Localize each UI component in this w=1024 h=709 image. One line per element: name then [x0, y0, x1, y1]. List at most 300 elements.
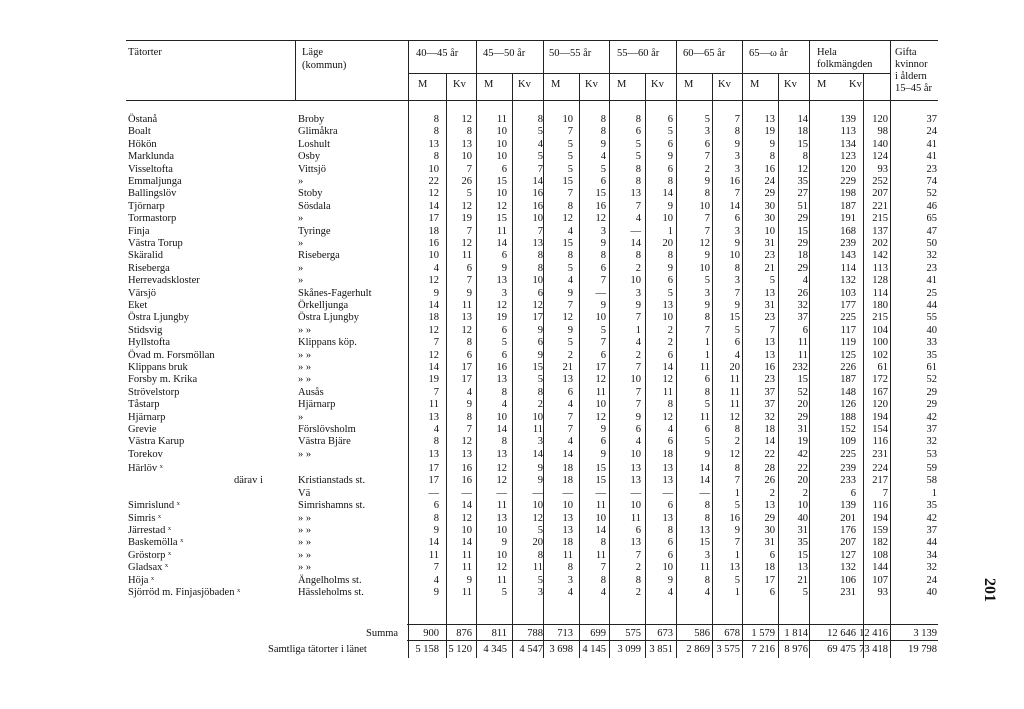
cell-value: 11 — [496, 225, 507, 237]
cell-value: 22 — [797, 463, 808, 474]
cell-value: 2 — [769, 487, 775, 499]
cell-value: 7 — [635, 386, 641, 398]
cell-value: 8 — [600, 574, 606, 586]
row-lage: Förslövsholm — [298, 424, 356, 435]
cell-value: 6 — [704, 374, 710, 386]
cell-value: 7 — [734, 188, 740, 200]
cell-value: 9 — [600, 448, 606, 460]
header-m-4: M — [684, 79, 694, 90]
cell-value: 5 — [567, 151, 573, 163]
cell-value: 187 — [840, 200, 856, 212]
cell-value: 8 — [734, 262, 740, 274]
cell-value: 12 — [729, 448, 740, 460]
row-lage: Simrishamns st. — [298, 500, 366, 512]
cell-value: 13 — [532, 238, 543, 249]
cell-value: 14 — [699, 475, 710, 487]
cell-value: 10 — [764, 225, 775, 237]
row-name: Östra Ljungby — [128, 312, 189, 324]
cell-value: 33 — [926, 337, 937, 349]
cell-value: 6 — [600, 436, 606, 448]
row-lage: » » — [298, 448, 312, 460]
row-lage: Västra Bjäre — [298, 436, 351, 448]
cell-value: 11 — [729, 399, 740, 411]
cell-value: 32 — [926, 250, 937, 262]
cell-value: — — [699, 487, 710, 499]
cell-value: 8 — [466, 337, 472, 349]
cell-value: 9 — [734, 525, 740, 536]
row-name: därav i — [234, 475, 263, 487]
cell-value: 13 — [562, 512, 573, 524]
cell-value: 116 — [872, 436, 888, 448]
cell-value: 10 — [699, 262, 710, 274]
cell-value: 10 — [496, 151, 507, 163]
total-cell: 811 — [491, 628, 507, 639]
cell-value: 12 — [662, 411, 673, 423]
cell-value: 7 — [635, 549, 641, 561]
cell-value: 61 — [926, 362, 937, 373]
cell-value: 8 — [704, 386, 710, 398]
cell-value: 11 — [662, 386, 673, 398]
row-name: Järrestad ˣ — [128, 525, 171, 536]
cell-value: 15 — [562, 176, 573, 187]
header-age-group-3: 55—60 år — [617, 48, 660, 59]
cell-value: 14 — [496, 238, 507, 249]
cell-value: 93 — [877, 163, 888, 175]
cell-value: 74 — [926, 176, 937, 187]
cell-value: — — [630, 487, 641, 499]
cell-value: 1 — [931, 487, 937, 499]
cell-value: 22 — [428, 176, 439, 187]
cell-value: 2 — [667, 337, 673, 349]
header-gifta-line1: Gifta — [895, 47, 917, 58]
cell-value: 8 — [537, 250, 543, 262]
row-name: Ballingslöv — [128, 188, 177, 200]
cell-value: 11 — [496, 500, 507, 512]
cell-value: 139 — [840, 114, 856, 125]
cell-value: 11 — [428, 399, 439, 411]
cell-value: 215 — [872, 312, 888, 324]
row-name: Herrevadskloster — [128, 275, 200, 287]
cell-value: 25 — [926, 287, 937, 299]
cell-value: 215 — [872, 213, 888, 225]
cell-value: 5 — [537, 151, 543, 163]
cell-value: 8 — [600, 250, 606, 262]
cell-value: 231 — [872, 448, 888, 460]
cell-value: 7 — [882, 487, 888, 499]
cell-value: 12 — [797, 163, 808, 175]
cell-value: 11 — [699, 411, 710, 423]
cell-value: 11 — [699, 562, 710, 574]
cell-value: 7 — [567, 424, 573, 435]
total-cell: 8 976 — [784, 644, 808, 655]
cell-value: 7 — [537, 163, 543, 175]
cell-value: 8 — [635, 114, 641, 125]
cell-value: 12 — [595, 213, 606, 225]
cell-value: 4 — [501, 399, 507, 411]
cell-value: 5 — [734, 500, 740, 512]
header-m-0: M — [418, 79, 428, 90]
cell-value: 51 — [797, 200, 808, 212]
cell-value: 5 — [667, 126, 673, 138]
total-cell: 699 — [590, 628, 606, 639]
cell-value: 7 — [635, 362, 641, 373]
cell-value: 6 — [769, 587, 775, 598]
total-cell: 19 798 — [908, 644, 937, 655]
cell-value: 4 — [635, 213, 641, 225]
cell-value: 8 — [433, 114, 439, 125]
cell-value: 119 — [840, 337, 856, 349]
total-cell: 69 475 — [827, 644, 856, 655]
cell-value: 19 — [764, 126, 775, 138]
header-kv-1: Kv — [518, 79, 531, 90]
cell-value: 6 — [667, 138, 673, 150]
cell-value: 109 — [840, 436, 856, 448]
cell-value: 4 — [466, 386, 472, 398]
cell-value: 9 — [433, 287, 439, 299]
cell-value: 12 — [532, 300, 543, 311]
total-cell: 788 — [527, 628, 543, 639]
cell-value: 10 — [797, 500, 808, 512]
total-cell: 876 — [456, 628, 472, 639]
cell-value: 11 — [562, 549, 573, 561]
cell-value: 13 — [764, 114, 775, 125]
cell-value: 7 — [433, 337, 439, 349]
cell-value: 14 — [428, 200, 439, 212]
cell-value: 10 — [496, 188, 507, 200]
cell-value: 24 — [926, 126, 937, 138]
cell-value: 188 — [840, 411, 856, 423]
cell-value: 14 — [729, 200, 740, 212]
cell-value: 4 — [802, 275, 808, 287]
header-kv-5: Kv — [784, 79, 797, 90]
row-lage: » — [298, 275, 304, 287]
cell-value: 6 — [802, 324, 808, 336]
cell-value: 9 — [704, 300, 710, 311]
cell-value: 41 — [926, 151, 937, 163]
cell-value: 17 — [428, 475, 439, 487]
cell-value: 14 — [428, 537, 439, 549]
cell-value: 6 — [466, 262, 472, 274]
cell-value: 10 — [461, 525, 472, 536]
cell-value: 16 — [764, 163, 775, 175]
cell-value: 44 — [926, 537, 937, 549]
row-name: Baskemölla ˣ — [128, 537, 184, 549]
cell-value: 35 — [797, 537, 808, 549]
cell-value: 15 — [797, 138, 808, 150]
cell-value: 32 — [926, 436, 937, 448]
cell-value: 20 — [797, 475, 808, 487]
cell-value: 6 — [635, 126, 641, 138]
cell-value: 12 — [662, 374, 673, 386]
cell-value: 5 — [537, 126, 543, 138]
cell-value: 142 — [872, 250, 888, 262]
cell-value: 152 — [840, 424, 856, 435]
cell-value: 194 — [872, 512, 888, 524]
cell-value: 5 — [734, 574, 740, 586]
cell-value: 15 — [496, 213, 507, 225]
cell-value: 4 — [734, 349, 740, 361]
cell-value: 100 — [872, 337, 888, 349]
cell-value: 168 — [840, 225, 856, 237]
total-cell: 3 851 — [649, 644, 673, 655]
cell-value: 9 — [769, 138, 775, 150]
cell-value: 2 — [635, 262, 641, 274]
total-cell: 4 145 — [582, 644, 606, 655]
total-label: Summa — [366, 628, 399, 639]
cell-value: 4 — [537, 138, 543, 150]
cell-value: 13 — [630, 188, 641, 200]
cell-value: 12 — [532, 512, 543, 524]
cell-value: 9 — [667, 151, 673, 163]
row-lage: » » — [298, 562, 312, 574]
cell-value: 37 — [926, 525, 937, 536]
cell-value: 28 — [764, 463, 775, 474]
cell-value: 8 — [734, 463, 740, 474]
total-cell: 73 418 — [859, 644, 888, 655]
cell-value: 15 — [729, 312, 740, 324]
cell-value: 11 — [729, 374, 740, 386]
row-name: Övad m. Forsmöllan — [128, 349, 215, 361]
cell-value: 11 — [496, 114, 507, 125]
cell-value: 6 — [850, 487, 856, 499]
cell-value: 7 — [466, 225, 472, 237]
cell-value: 7 — [635, 399, 641, 411]
cell-value: 12 — [428, 188, 439, 200]
cell-value: 108 — [872, 549, 888, 561]
cell-value: 4 — [433, 574, 439, 586]
total-cell: 3 139 — [913, 628, 937, 639]
cell-value: 7 — [734, 475, 740, 487]
cell-value: 8 — [501, 386, 507, 398]
cell-value: 61 — [877, 362, 888, 373]
cell-value: 202 — [872, 238, 888, 249]
header-age-group-2: 50—55 år — [549, 48, 592, 59]
row-lage: Örkelljunga — [298, 300, 349, 311]
row-lage: Skånes-Fagerhult — [298, 287, 372, 299]
cell-value: 113 — [872, 262, 888, 274]
row-name: Marklunda — [128, 151, 175, 163]
cell-value: — — [428, 487, 439, 499]
cell-value: 31 — [764, 238, 775, 249]
cell-value: 8 — [635, 163, 641, 175]
cell-value: 18 — [562, 475, 573, 487]
cell-value: 124 — [872, 151, 888, 163]
cell-value: 217 — [872, 475, 888, 487]
cell-value: 8 — [600, 126, 606, 138]
cell-value: 106 — [840, 574, 856, 586]
total-cell: 3 099 — [617, 644, 641, 655]
cell-value: 42 — [926, 512, 937, 524]
row-name: Simrislund ˣ — [128, 500, 180, 512]
cell-value: 1 — [667, 225, 673, 237]
cell-value: 7 — [635, 312, 641, 324]
cell-value: 13 — [461, 448, 472, 460]
row-name: Forsby m. Krika — [128, 374, 198, 386]
row-lage: » — [298, 238, 304, 249]
cell-value: 3 — [537, 587, 543, 598]
cell-value: 13 — [428, 448, 439, 460]
header-lage-line2: (kommun) — [302, 60, 347, 71]
cell-value: 11 — [461, 300, 472, 311]
cell-value: 32 — [764, 411, 775, 423]
cell-value: 180 — [872, 300, 888, 311]
cell-value: 9 — [537, 349, 543, 361]
cell-value: 224 — [872, 463, 888, 474]
cell-value: 19 — [797, 436, 808, 448]
cell-value: 10 — [562, 114, 573, 125]
row-lage: » — [298, 213, 304, 225]
cell-value: 13 — [562, 374, 573, 386]
cell-value: 8 — [635, 574, 641, 586]
cell-value: 6 — [635, 424, 641, 435]
cell-value: 6 — [667, 500, 673, 512]
total-cell: 1 579 — [751, 628, 775, 639]
total-cell: 5 120 — [448, 644, 472, 655]
row-lage: Vittsjö — [298, 163, 326, 175]
cell-value: 13 — [630, 475, 641, 487]
cell-value: 4 — [433, 262, 439, 274]
cell-value: — — [461, 487, 472, 499]
rule-line — [407, 640, 938, 641]
cell-value: 187 — [840, 374, 856, 386]
cell-value: 4 — [635, 337, 641, 349]
cell-value: 12 — [562, 312, 573, 324]
cell-value: 207 — [840, 537, 856, 549]
cell-value: 52 — [926, 188, 937, 200]
cell-value: 125 — [840, 349, 856, 361]
cell-value: 9 — [734, 238, 740, 249]
cell-value: 191 — [840, 213, 856, 225]
cell-value: 9 — [567, 324, 573, 336]
cell-value: 8 — [537, 114, 543, 125]
cell-value: 172 — [872, 374, 888, 386]
cell-value: 10 — [630, 448, 641, 460]
row-name: Västra Karup — [128, 436, 185, 448]
cell-value: 16 — [532, 188, 543, 200]
header-kv-3: Kv — [651, 79, 664, 90]
total-cell: 575 — [625, 628, 641, 639]
header-hela-line2: folkmängden — [817, 59, 873, 70]
cell-value: 8 — [667, 399, 673, 411]
cell-value: 8 — [635, 176, 641, 187]
row-name: Skäralid — [128, 250, 163, 262]
cell-value: 12 — [699, 238, 710, 249]
cell-value: 6 — [600, 349, 606, 361]
cell-value: 58 — [926, 475, 937, 487]
header-hela-line1: Hela — [817, 47, 837, 58]
row-name: Finja — [128, 225, 150, 237]
cell-value: 2 — [667, 324, 673, 336]
header-m-3: M — [617, 79, 627, 90]
cell-value: 12 — [461, 512, 472, 524]
cell-value: 9 — [600, 424, 606, 435]
cell-value: 13 — [764, 349, 775, 361]
cell-value: 13 — [662, 512, 673, 524]
cell-value: 16 — [729, 176, 740, 187]
cell-value: 41 — [926, 275, 937, 287]
cell-value: 128 — [872, 275, 888, 287]
cell-value: 4 — [600, 151, 606, 163]
cell-value: 11 — [630, 512, 641, 524]
cell-value: 2 — [635, 587, 641, 598]
cell-value: 6 — [600, 262, 606, 274]
cell-value: 4 — [567, 275, 573, 287]
cell-value: 159 — [872, 525, 888, 536]
cell-value: 177 — [840, 300, 856, 311]
cell-value: 6 — [501, 324, 507, 336]
cell-value: 46 — [926, 200, 937, 212]
cell-value: 31 — [764, 300, 775, 311]
cell-value: 18 — [797, 126, 808, 138]
cell-value: 37 — [764, 399, 775, 411]
cell-value: 5 — [567, 138, 573, 150]
cell-value: 8 — [501, 436, 507, 448]
cell-value: 13 — [461, 312, 472, 324]
cell-value: 14 — [764, 436, 775, 448]
cell-value: 21 — [764, 262, 775, 274]
cell-value: 2 — [635, 349, 641, 361]
header-kv-4: Kv — [718, 79, 731, 90]
rule-line — [408, 73, 890, 74]
cell-value: 3 — [734, 163, 740, 175]
cell-value: 252 — [872, 176, 888, 187]
cell-value: 15 — [496, 176, 507, 187]
cell-value: 8 — [769, 151, 775, 163]
cell-value: 8 — [667, 250, 673, 262]
header-m-6: M — [817, 79, 827, 90]
row-name: Eket — [128, 300, 148, 311]
cell-value: 134 — [840, 138, 856, 150]
cell-value: 12 — [729, 411, 740, 423]
cell-value: 44 — [926, 300, 937, 311]
row-lage: » — [298, 411, 304, 423]
row-lage: » » — [298, 525, 312, 536]
cell-value: 37 — [926, 424, 937, 435]
total-cell: 900 — [423, 628, 439, 639]
cell-value: 22 — [764, 448, 775, 460]
row-lage: Osby — [298, 151, 321, 163]
total-cell: 1 814 — [784, 628, 808, 639]
cell-value: 5 — [567, 163, 573, 175]
cell-value: 16 — [496, 362, 507, 373]
cell-value: 5 — [537, 374, 543, 386]
cell-value: 11 — [595, 386, 606, 398]
cell-value: 40 — [926, 587, 937, 598]
cell-value: 3 — [704, 287, 710, 299]
cell-value: 8 — [802, 151, 808, 163]
cell-value: 182 — [872, 537, 888, 549]
cell-value: 10 — [532, 275, 543, 287]
cell-value: 5 — [704, 436, 710, 448]
cell-value: 15 — [797, 225, 808, 237]
total-cell: 7 216 — [751, 644, 775, 655]
cell-value: 12 — [496, 475, 507, 487]
cell-value: 104 — [872, 324, 888, 336]
total-cell: 673 — [657, 628, 673, 639]
cell-value: 7 — [466, 275, 472, 287]
cell-value: 30 — [764, 525, 775, 536]
cell-value: 7 — [567, 188, 573, 200]
cell-value: 10 — [699, 200, 710, 212]
cell-value: 42 — [926, 411, 937, 423]
cell-value: 4 — [667, 424, 673, 435]
cell-value: 10 — [461, 151, 472, 163]
cell-value: 3 — [704, 549, 710, 561]
row-name: Hjärnarp — [128, 411, 166, 423]
cell-value: 116 — [872, 500, 888, 512]
cell-value: 137 — [872, 225, 888, 237]
cell-value: 132 — [840, 562, 856, 574]
